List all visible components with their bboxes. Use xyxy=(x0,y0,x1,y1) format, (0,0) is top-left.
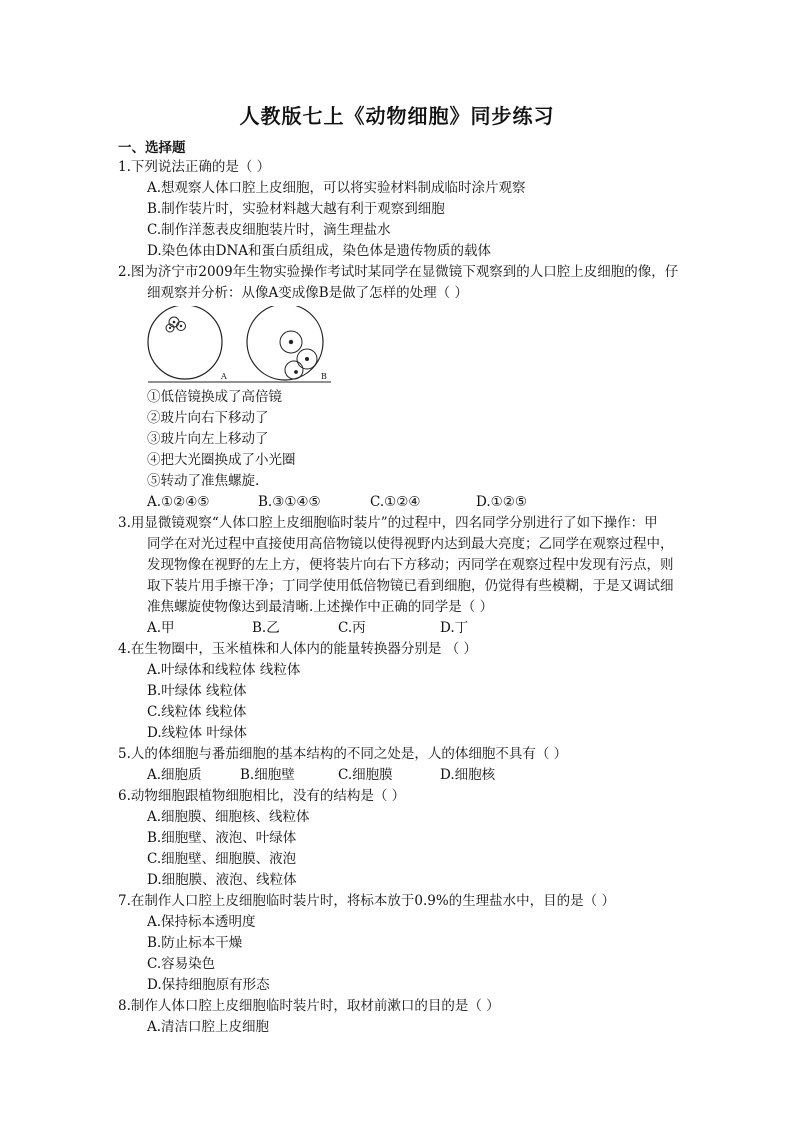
question-4-option-d: D.线粒体 叶绿体 xyxy=(147,725,247,741)
question-6-option-c: C.细胞壁、细胞膜、液泡 xyxy=(147,851,297,867)
question-8-option-a: A.清洁口腔上皮细胞 xyxy=(147,1019,270,1035)
section-heading: 一、选择题 xyxy=(118,140,186,156)
question-4-option-b: B.叶绿体 线粒体 xyxy=(147,683,247,699)
question-5-option-c: C.细胞膜 xyxy=(338,767,393,783)
question-2-statement-5: ⑤转动了准焦螺旋. xyxy=(147,473,260,489)
question-3-option-d: D.丁 xyxy=(440,620,469,636)
question-1-option-d: D.染色体由DNA和蛋白质组成，染色体是遗传物质的载体 xyxy=(147,243,492,259)
question-6-option-d: D.细胞膜、液泡、线粒体 xyxy=(147,872,297,888)
question-2-statement-2: ②玻片向右下移动了 xyxy=(147,410,269,426)
question-2-stem-line-1: 2.图为济宁市2009年生物实验操作考试时某同学在显微镜下观察到的人口腔上皮细胞的像，仔 xyxy=(118,264,679,280)
question-7-option-b: B.防止标本干燥 xyxy=(147,935,243,951)
question-6-option-a: A.细胞膜、细胞核、线粒体 xyxy=(147,809,310,825)
question-5-option-a: A.细胞质 xyxy=(147,767,202,783)
question-6-option-b: B.细胞壁、液泡、叶绿体 xyxy=(147,830,297,846)
question-4-option-c: C.线粒体 线粒体 xyxy=(147,704,247,720)
question-6-stem: 6.动物细胞跟植物细胞相比，没有的结构是（ ） xyxy=(118,788,406,804)
microscope-view-figure xyxy=(145,306,335,386)
question-7-option-a: A.保持标本透明度 xyxy=(147,914,256,930)
question-7-stem: 7.在制作人口腔上皮细胞临时装片时，将标本放于0.9%的生理盐水中，目的是（ ） xyxy=(118,893,615,909)
question-2-option-d: D.①②⑤ xyxy=(476,494,527,510)
question-2-statement-4: ④把大光圈换成了小光圈 xyxy=(147,452,296,468)
question-3-option-c: C.丙 xyxy=(338,620,366,636)
question-1-stem: 1.下列说法正确的是（ ） xyxy=(118,159,271,175)
question-1-option-a: A.想观察人体口腔上皮细胞，可以将实验材料制成临时涂片观察 xyxy=(147,180,526,196)
question-3-stem-line-3: 发现物像在视野的左上方，便将装片向右下方移动；丙同学在观察过程中发现有污点，则 xyxy=(147,557,674,573)
question-3-option-a: A.甲 xyxy=(147,620,175,636)
question-7-option-c: C.容易染色 xyxy=(147,956,216,972)
question-3-stem-line-4: 取下装片用手擦干净；丁同学使用低倍物镜已看到细胞，仍觉得有些模糊，于是又调试细 xyxy=(147,578,674,594)
question-7-option-d: D.保持细胞原有形态 xyxy=(147,977,270,993)
question-5-option-b: B.细胞壁 xyxy=(240,767,295,783)
question-3-option-b: B.乙 xyxy=(252,620,280,636)
question-5-stem: 5.人的体细胞与番茄细胞的基本结构的不同之处是，人的体细胞不具有（ ） xyxy=(118,746,568,762)
figure-label-b: B xyxy=(321,372,327,381)
page-title: 人教版七上《动物细胞》同步练习 xyxy=(239,104,555,128)
question-2-statement-1: ①低倍镜换成了高倍镜 xyxy=(147,389,282,405)
view-a-circle xyxy=(148,306,222,379)
question-4-stem: 4.在生物圈中，玉米植株和人体内的能量转换器分别是 （ ） xyxy=(118,641,477,657)
question-2-option-c: C.①②④ xyxy=(370,494,421,510)
question-4-option-a: A.叶绿体和线粒体 线粒体 xyxy=(147,662,301,678)
question-3-stem-line-1: 3.用显微镜观察“人体口腔上皮细胞临时装片”的过程中，四名同学分别进行了如下操作：甲 xyxy=(118,515,658,531)
question-3-stem-line-2: 同学在对光过程中直接使用高倍物镜以使得视野内达到最大亮度；乙同学在观察过程中， xyxy=(147,536,674,552)
question-5-option-d: D.细胞核 xyxy=(440,767,496,783)
view-b-circle xyxy=(247,306,323,380)
question-2-stem-line-2: 细观察并分析：从像A变成像B是做了怎样的处理（ ） xyxy=(147,285,468,301)
question-2-option-a: A.①②④⑤ xyxy=(147,494,210,510)
question-2-statement-3: ③玻片向左上移动了 xyxy=(147,431,269,447)
question-3-stem-line-5: 准焦螺旋使物像达到最清晰.上述操作中正确的同学是（ ） xyxy=(147,599,494,615)
question-8-stem: 8.制作人体口腔上皮细胞临时装片时，取材前漱口的目的是（ ） xyxy=(118,998,500,1014)
figure-label-a: A xyxy=(221,372,227,381)
question-2-option-b: B.③①④⑤ xyxy=(258,494,321,510)
question-1-option-b: B.制作装片时，实验材料越大越有利于观察到细胞 xyxy=(147,201,445,217)
question-1-option-c: C.制作洋葱表皮细胞装片时，滴生理盐水 xyxy=(147,222,391,238)
